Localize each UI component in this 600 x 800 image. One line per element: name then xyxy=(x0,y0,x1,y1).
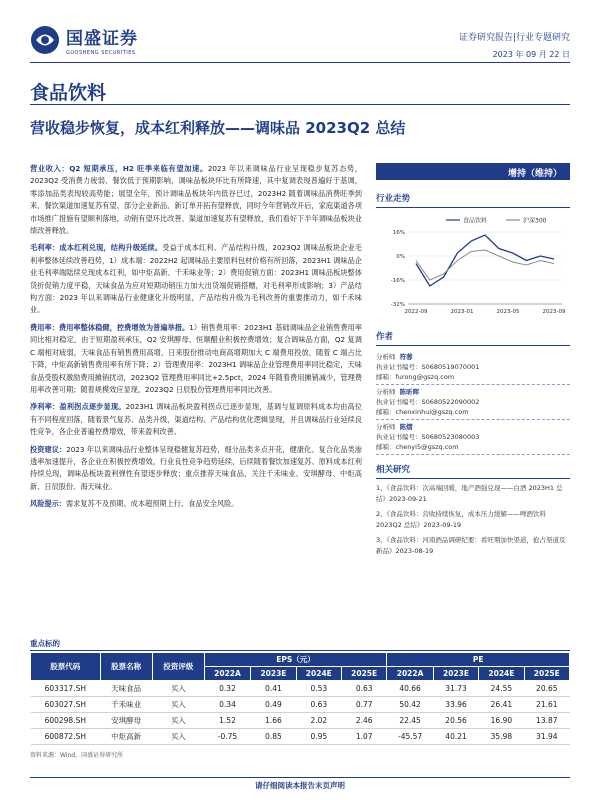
cell-code: 603317.SH xyxy=(31,681,101,697)
trend-chart-svg xyxy=(376,212,570,322)
y-tick-label: 0% xyxy=(396,254,405,260)
legend-label: 食品饮料 xyxy=(463,217,488,225)
report-type: 证券研究报告|行业专题研究 xyxy=(458,33,570,43)
th-year: 2023E xyxy=(433,667,478,681)
analyst-email[interactable]: 邮箱：furong@gszq.com xyxy=(376,373,455,381)
report-title: 营收稳步恢复，成本红利释放——调味品 2023Q2 总结 xyxy=(30,119,406,137)
sector-title: 食品饮料 xyxy=(30,82,107,104)
kw-investment: 投资建议： xyxy=(30,444,67,454)
company-logo xyxy=(30,24,138,56)
x-tick-label: 2023-09 xyxy=(542,309,566,315)
footer-divider xyxy=(30,777,570,778)
cell-value: 33.96 xyxy=(433,697,478,713)
analyst-cert: 执业证书编号：S0680522090002 xyxy=(376,398,480,406)
cell-value: 2.46 xyxy=(341,713,386,729)
paragraph-margin: 毛利率：成本红利兑现，结构升级延续。受益于成本红利、产品结构升级，2023Q2 调味品板块企业毛利率整体延续改善趋势，1）成本端：2022H2 起调味品主要原料包材价格有所回落，2023H1 调味品企业毛利率端陆续兑现成本红利，如中炬高新、千禾味业等；2）费用促销方面：2023H1 调味品板块整体货折促销力度平稳，天味食品为应对短期动销压力加大出货端促销搭赠，对毛利率形成影响；3）产品结构方面：2023 年以来调味品行业健康化升级明显，产品结构升级为毛利改善的重要推动力，如千禾味业。 xyxy=(30,243,362,315)
related-title: 相关研究 xyxy=(376,463,570,479)
authors-title: 作者 xyxy=(376,330,570,346)
cell-code: 600298.SH xyxy=(31,713,101,729)
table-row xyxy=(31,697,570,713)
cell-value: -45.57 xyxy=(387,729,434,745)
rating-badge: 增持（维持） xyxy=(376,163,570,180)
paragraph-net-margin: 净利率：盈利拐点逐步显现。2023H1 调味品板块盈利拐点已逐步显现，基调与复调原料成本均由高位有不同程度回落，随着景气复苏、品类升级，渠道结构、产品结构优化逻辑显现，并且调味品行业延续良性竞争，各企业普遍控费增效，带来盈利改善。 xyxy=(30,402,362,437)
cell-value: 16.90 xyxy=(479,713,524,729)
cell-rating: 买入 xyxy=(152,713,204,729)
cell-value: 0.63 xyxy=(341,681,386,697)
kw-expense: 费用率：费用率整体稳健，控费增效为普遍举措。 xyxy=(30,322,190,332)
trend-chart xyxy=(376,212,570,322)
th-eps: EPS（元） xyxy=(204,653,387,667)
analyst-cert: 执业证书编号：S0680523080003 xyxy=(376,433,480,441)
series-line-csi300 xyxy=(416,250,554,280)
cell-value: 0.34 xyxy=(204,697,251,713)
th-year: 2025E xyxy=(341,667,386,681)
trend-title: 行业走势 xyxy=(376,192,570,208)
cell-value: 50.42 xyxy=(387,697,434,713)
cell-value: 21.61 xyxy=(524,697,569,713)
th-year: 2024E xyxy=(479,667,524,681)
cell-value: 0.41 xyxy=(251,681,296,697)
footer-disclaimer: 请仔细阅读本报告末页声明 xyxy=(255,781,345,790)
x-tick-label: 2023-05 xyxy=(496,309,520,315)
cell-name: 天味食品 xyxy=(100,681,152,697)
series-line-food-beverage xyxy=(416,235,554,286)
table-divider xyxy=(30,650,570,651)
cell-value: 26.41 xyxy=(479,697,524,713)
cell-value: 1.52 xyxy=(204,713,251,729)
cell-code: 603027.SH xyxy=(31,697,101,713)
sidebar xyxy=(376,163,570,561)
cell-value: 13.87 xyxy=(524,713,569,729)
y-tick-label: 16% xyxy=(392,230,405,236)
kw-risk: 风险提示： xyxy=(30,499,66,509)
kw-margin: 毛利率：成本红利兑现，结构升级延续。 xyxy=(30,243,163,253)
th-year: 2023E xyxy=(251,667,296,681)
cell-value: 20.65 xyxy=(524,681,569,697)
cell-name: 安琪酵母 xyxy=(100,713,152,729)
legend-label: 沪深300 xyxy=(523,217,547,225)
cell-value: 0.32 xyxy=(204,681,251,697)
cell-rating: 买入 xyxy=(152,697,204,713)
cell-value: 2.02 xyxy=(296,713,341,729)
analyst-email[interactable]: 邮箱：chenyi5@gszq.com xyxy=(376,443,459,451)
table-row xyxy=(31,713,570,729)
x-tick-label: 2022-09 xyxy=(404,309,428,315)
analyst-block: 分析师 陈熠 执业证书编号：S0680523080003 邮箱：chenyi5@gszq.com xyxy=(376,420,570,455)
summary-body xyxy=(30,163,362,516)
kw-net-margin: 净利率：盈利拐点逐步显现。 xyxy=(30,402,126,412)
related-item[interactable]: 3、《食品饮料：河南酒品调研纪要：看旺期加快渠道，抢占渠道及新品》2023-08-19 xyxy=(376,536,566,555)
analyst-block: 分析师 陈昕晖 执业证书编号：S0680522090002 邮箱：chenxinhui@gszq.com xyxy=(376,385,570,420)
th-rating: 投资评级 xyxy=(152,653,204,681)
x-tick-label: 2023-01 xyxy=(450,309,474,315)
cell-value: 0.49 xyxy=(251,697,296,713)
th-year: 2025E xyxy=(524,667,569,681)
logo-en: GUOSHENG SECURITIES xyxy=(66,50,136,56)
logo-icon xyxy=(30,25,60,55)
analyst-name: 符蓉 xyxy=(399,353,413,361)
analyst-cert: 执业证书编号：S0680519070001 xyxy=(376,363,480,371)
cell-value: 1.07 xyxy=(341,729,386,745)
table-row xyxy=(31,681,570,697)
cell-rating: 买入 xyxy=(152,729,204,745)
table-source: 资料来源：Wind，国盛证券研究所 xyxy=(30,752,124,759)
cell-value: 24.55 xyxy=(479,681,524,697)
logo-cn: 国盛证券 xyxy=(66,29,138,49)
analyst-name: 陈熠 xyxy=(399,423,413,431)
th-year: 2022A xyxy=(204,667,251,681)
sector-divider xyxy=(30,104,570,105)
analyst-name: 陈昕晖 xyxy=(399,388,420,396)
th-year: 2024E xyxy=(296,667,341,681)
th-code: 股票代码 xyxy=(31,653,101,681)
cell-value: 40.66 xyxy=(387,681,434,697)
cell-value: 22.45 xyxy=(387,713,434,729)
kw-revenue: 营业收入：Q2 短期承压，H2 旺季来临有望加速。 xyxy=(30,164,208,173)
paragraph-investment: 投资建议：2023 年以来调味品行业整体呈现稳健复苏趋势，细分品类多点开花，健康化、复合化品类渗透率加速提升，各企业在积极控费增效，行业良性竞争趋势延续，后续随着餐饮加速复苏、原料成本红利持续兑现，调味品板块盈利弹性有望逐步释放；重点推荐天味食品，关注千禾味业、安琪酵母、中炬高新、日辰股份、海天味业。 xyxy=(30,444,362,491)
cell-value: 40.21 xyxy=(433,729,478,745)
cell-value: 0.63 xyxy=(296,697,341,713)
th-year: 2022A xyxy=(387,667,434,681)
y-tick-label: -16% xyxy=(390,278,405,284)
paragraph-risk: 风险提示：需求复苏不及预期、成本超预期上行、食品安全风险。 xyxy=(30,499,239,509)
related-item[interactable]: 2、《食品饮料：营收持续恢复，成本压力缓解——啤酒饮料 2023Q2 总结》2023-09-19 xyxy=(376,510,546,529)
cell-rating: 买入 xyxy=(152,681,204,697)
paragraph-revenue: 营业收入：Q2 短期承压，H2 旺季来临有望加速。2023 年以来调味品行业呈现稳步复苏态势，2023Q2 受消费力疲弱、餐饮低于预期影响，调味品板块环比有所降速，其中复调表现普遍好于基调，零添加品类表现较高势能；展望全年，预计调味品板块年内低谷已过，2023H2 随着调味品消费旺季到来，餐饮渠道加速复苏有望、部分企业新品、新订单开拓有望释放，同时今年营销改开后，家庭渠道各项市场推广措施有望顺利落地，动销有望环比改善、渠道加速复苏有望释放，我们看好下半年调味品板块业绩改善释放。 xyxy=(30,164,362,236)
cell-value: 31.94 xyxy=(524,729,569,745)
th-name: 股票名称 xyxy=(100,653,152,681)
cell-value: 0.77 xyxy=(341,697,386,713)
cell-value: 0.95 xyxy=(296,729,341,745)
report-date: 2023 年 09 月 22 日 xyxy=(492,50,570,59)
cell-value: 0.53 xyxy=(296,681,341,697)
y-tick-label: -32% xyxy=(390,302,405,308)
cell-value: 31.73 xyxy=(433,681,478,697)
analyst-email[interactable]: 邮箱：chenxinhui@gszq.com xyxy=(376,408,469,416)
analyst-block: 分析师 符蓉 执业证书编号：S0680519070001 邮箱：furong@gszq.com xyxy=(376,350,570,385)
table-title: 重点标的 xyxy=(30,639,60,648)
related-item[interactable]: 1、《食品饮料：次高端回暖，地产酒强兑现——白酒 2023H1 总结》2023-09-21 xyxy=(376,484,563,503)
cell-value: -0.75 xyxy=(204,729,251,745)
cell-value: 20.56 xyxy=(433,713,478,729)
header-divider xyxy=(30,62,570,63)
key-stocks-table xyxy=(30,652,570,745)
cell-name: 千禾味业 xyxy=(100,697,152,713)
cell-value: 1.66 xyxy=(251,713,296,729)
cell-value: 35.98 xyxy=(479,729,524,745)
cell-code: 600872.SH xyxy=(31,729,101,745)
th-pe: PE xyxy=(387,653,570,667)
cell-value: 0.85 xyxy=(251,729,296,745)
cell-name: 中炬高新 xyxy=(100,729,152,745)
table-row xyxy=(31,729,570,745)
paragraph-expense: 费用率：费用率整体稳健，控费增效为普遍举措。1）销售费用率：2023H1 基础调味品企业销售费用率同比相对稳定，由于短期盈利承压，Q2 安琪酵母、恒顺醋业积极控费增效；复合调味品方面，Q2 复调 C 端相对疲弱，天味食品有销售费用高增，日来股份推动电商高增期加大 C 端费用投放，随着 C 端占比下降，中炬高新销售费用率有所下降；2）管理费用率：2023H1 调味品企业管理费用率同比稳定，天味食品受股权激励费用摊销扰动，2023Q2 管理费用率同比+2.5pct，2024 年随着费用摊销减少，管理费用率改善可期；随着规模效应显现，2023Q2 日辰股份管理费用率同比改善。 xyxy=(30,322,362,394)
